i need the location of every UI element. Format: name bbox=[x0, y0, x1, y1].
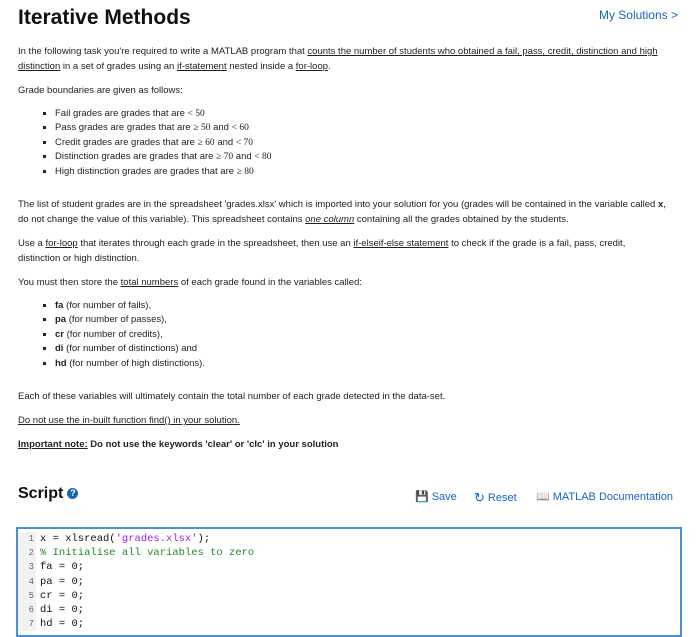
boundary-text: Fail grades are grades that are bbox=[55, 108, 188, 119]
store-paragraph bbox=[18, 275, 668, 290]
use-text-2: that iterates through each grade in the spreadsheet, then use an bbox=[77, 238, 354, 250]
code-line bbox=[18, 575, 680, 589]
use-text-3: to check if the grade is a fail, pass, credit, distinction or high distinction. bbox=[18, 238, 626, 265]
reset-label: Reset bbox=[487, 492, 517, 504]
list-item bbox=[55, 313, 668, 327]
list-item bbox=[55, 121, 668, 135]
code-string: 'grades.xlsx' bbox=[115, 533, 198, 545]
use-link-for-loop[interactable]: for-loop bbox=[45, 238, 78, 250]
my-solutions-link[interactable]: My Solutions > bbox=[598, 8, 678, 22]
docs-label: MATLAB Documentation bbox=[552, 490, 673, 503]
line-text: di = 0; bbox=[40, 604, 85, 617]
use-paragraph bbox=[18, 236, 668, 266]
list-item bbox=[55, 328, 668, 342]
variable-name: di bbox=[55, 343, 64, 355]
boundary-math: < 80 bbox=[254, 152, 272, 163]
each-variable-paragraph: Each of these variables will ultimately contain the total number of each grade detected in the data-set. bbox=[18, 391, 446, 403]
code-token: x = xlsread( bbox=[40, 533, 116, 545]
list-item bbox=[55, 357, 668, 371]
script-heading bbox=[18, 485, 78, 503]
boundary-and: and bbox=[214, 136, 236, 148]
spreadsheet-text-1: The list of student grades are in the spreadsheet 'grades.xlsx' which is imported into your solution for you (grades will be contained in the variable called bbox=[18, 199, 658, 211]
code-area[interactable] bbox=[18, 529, 680, 631]
list-item bbox=[55, 342, 668, 356]
intro-link-if-statement[interactable]: if-statement bbox=[176, 61, 227, 72]
line-number: 5 bbox=[18, 589, 36, 603]
boundary-math: ≥ 50 bbox=[193, 123, 211, 134]
line-number: 6 bbox=[18, 603, 36, 617]
variable-x: x bbox=[657, 199, 664, 211]
save-label: Save bbox=[431, 490, 457, 503]
line-number: 2 bbox=[18, 546, 36, 560]
list-item bbox=[55, 107, 668, 121]
boundary-text: High distinction grades are grades that are bbox=[55, 165, 237, 177]
line-text: fa = 0; bbox=[40, 561, 85, 574]
intro-text-4: . bbox=[328, 61, 331, 72]
line-number: 1 bbox=[18, 532, 36, 546]
intro-link-for-loop[interactable]: for-loop bbox=[295, 61, 329, 72]
code-line bbox=[18, 546, 680, 560]
code-line bbox=[18, 589, 680, 603]
boundary-math: < 50 bbox=[187, 109, 205, 119]
script-title: Script bbox=[18, 485, 64, 502]
boundary-text: Credit grades are grades that are bbox=[55, 136, 198, 148]
intro-text-3: nested inside a bbox=[226, 61, 296, 72]
variable-name: hd bbox=[55, 357, 67, 369]
save-button[interactable] bbox=[415, 490, 457, 503]
boundary-text: Pass grades are grades that are bbox=[55, 122, 194, 134]
boundary-math: < 60 bbox=[231, 123, 249, 134]
list-item bbox=[55, 299, 668, 313]
variable-desc: (for number of distinctions) and bbox=[63, 343, 198, 355]
line-text: hd = 0; bbox=[40, 618, 85, 631]
code-line bbox=[18, 560, 680, 574]
boundary-math: ≥ 60 bbox=[197, 137, 215, 148]
problem-description bbox=[18, 44, 668, 461]
boundary-and: and bbox=[210, 122, 232, 134]
boundaries-list bbox=[18, 107, 668, 179]
variable-name: pa bbox=[55, 314, 67, 326]
boundary-and: and bbox=[233, 151, 255, 163]
spreadsheet-text-3: containing all the grades obtained by the students. bbox=[354, 214, 569, 226]
store-text-1: You must then store the bbox=[18, 277, 121, 289]
store-link-total-numbers[interactable]: total numbers bbox=[120, 277, 179, 289]
one-column-emphasis: one column bbox=[305, 214, 355, 226]
intro-text-2: in a set of grades using an bbox=[60, 61, 177, 72]
variable-desc: (for number of high distinctions). bbox=[66, 357, 205, 369]
list-item bbox=[55, 136, 668, 150]
variable-name: fa bbox=[55, 300, 64, 312]
reset-button[interactable] bbox=[474, 490, 517, 506]
variable-name: cr bbox=[55, 328, 64, 340]
spreadsheet-paragraph bbox=[18, 197, 668, 227]
line-text: cr = 0; bbox=[40, 589, 85, 602]
intro-paragraph bbox=[18, 44, 668, 74]
variables-list bbox=[18, 299, 668, 371]
variable-desc: (for number of fails), bbox=[63, 300, 152, 312]
line-number: 7 bbox=[18, 617, 36, 631]
line-text: pa = 0; bbox=[40, 575, 85, 588]
code-line bbox=[18, 532, 680, 546]
line-text bbox=[36, 532, 210, 546]
variable-desc: (for number of passes), bbox=[66, 314, 167, 326]
find-note: Do not use the in-built function find() in your solution. bbox=[18, 415, 240, 427]
boundary-math: ≥ 80 bbox=[236, 166, 254, 177]
list-item bbox=[55, 165, 668, 179]
boundary-text: Distinction grades are grades that are bbox=[55, 151, 217, 163]
code-editor[interactable] bbox=[16, 527, 682, 637]
reset-icon: ↻ bbox=[474, 490, 485, 505]
boundary-math: ≥ 70 bbox=[216, 152, 234, 163]
line-number: 3 bbox=[18, 560, 36, 574]
intro-link-counts[interactable]: counts the number of students who obtained a fail, pass, credit, distinction and high distinction bbox=[18, 46, 658, 72]
store-text-2: of each grade found in the variables called: bbox=[178, 277, 362, 289]
code-comment: % Initialise all variables to zero bbox=[40, 547, 255, 560]
boundary-math: < 70 bbox=[235, 137, 254, 148]
code-line bbox=[18, 603, 680, 617]
page-title: Iterative Methods bbox=[18, 6, 191, 29]
code-token: ); bbox=[197, 533, 211, 545]
save-icon: 💾 bbox=[415, 491, 429, 503]
important-label: Important note: bbox=[18, 439, 88, 451]
important-text: Do not use the keywords 'clear' or 'clc' in your solution bbox=[87, 439, 339, 451]
book-icon: 📖 bbox=[536, 491, 550, 503]
spreadsheet-text-2: , do not change the value of this variable). This spreadsheet contains bbox=[18, 199, 666, 226]
variable-desc: (for number of credits), bbox=[63, 328, 163, 340]
important-note bbox=[18, 437, 668, 452]
help-icon[interactable]: ? bbox=[67, 488, 78, 499]
use-text-1: Use a bbox=[18, 238, 46, 250]
boundaries-intro: Grade boundaries are given as follows: bbox=[18, 85, 183, 96]
matlab-docs-button[interactable] bbox=[536, 490, 673, 503]
code-line bbox=[18, 617, 680, 631]
list-item bbox=[55, 150, 668, 164]
use-link-if-elseif[interactable]: if-elseif-else statement bbox=[353, 238, 449, 250]
line-number: 4 bbox=[18, 575, 36, 589]
intro-text-1: In the following task you're required to write a MATLAB program that bbox=[18, 46, 308, 57]
